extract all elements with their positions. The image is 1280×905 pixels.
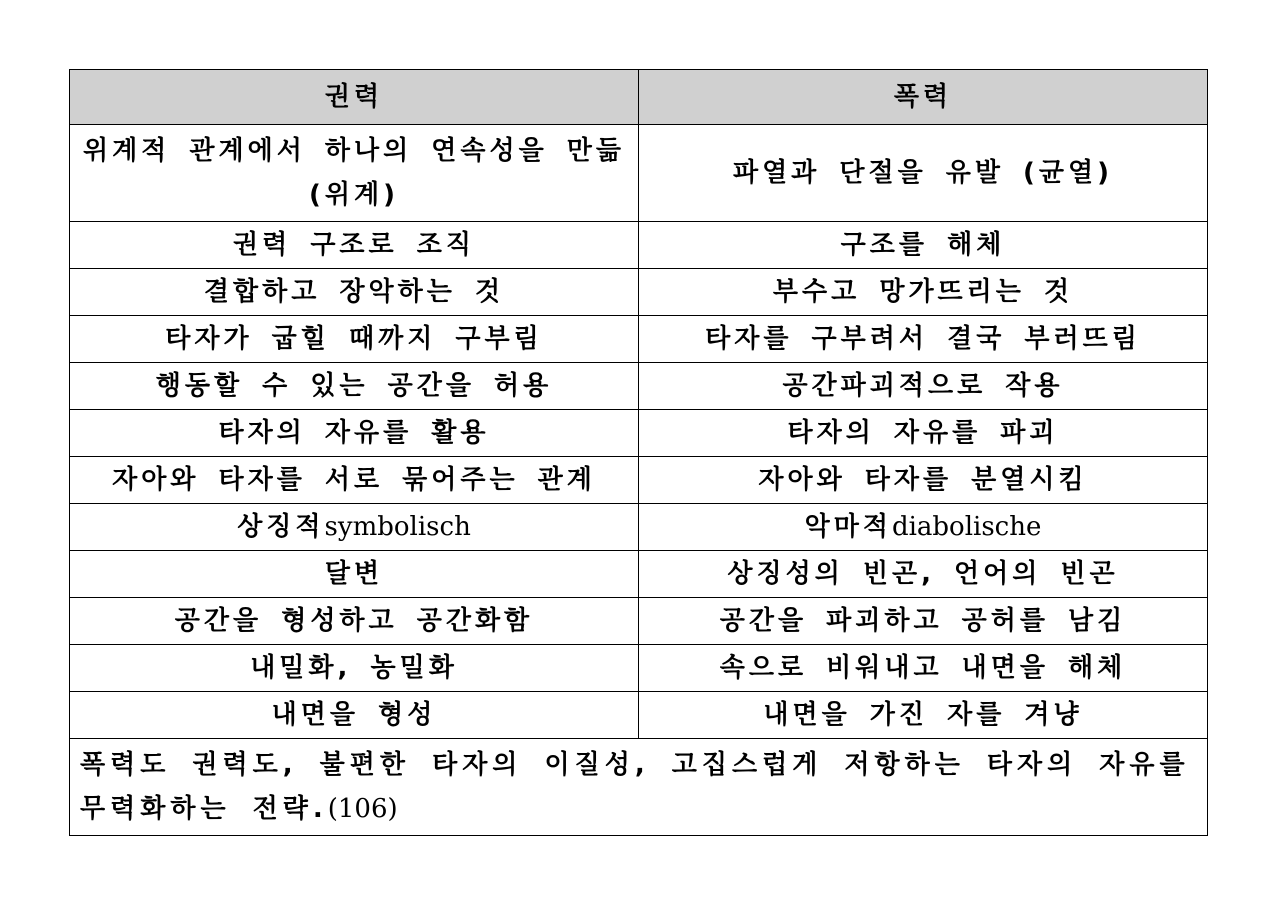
cell-power: 달변: [70, 551, 639, 598]
cell-power: 결합하고 장악하는 것: [70, 269, 639, 316]
cell-power: 내밀화, 농밀화: [70, 645, 639, 692]
table-row: [70, 363, 1208, 410]
cell-power: 타자가 굽힐 때까지 구부림: [70, 316, 639, 363]
cell-power-german: symbolisch: [324, 512, 471, 542]
table-row: [70, 457, 1208, 504]
header-power: 권력: [70, 70, 639, 125]
table-row: [70, 692, 1208, 739]
cell-violence-korean: 악마적: [804, 512, 892, 542]
cell-violence: 부수고 망가뜨리는 것: [639, 269, 1208, 316]
cell-violence: 자아와 타자를 분열시킴: [639, 457, 1208, 504]
table-row: [70, 645, 1208, 692]
table-row: [70, 410, 1208, 457]
cell-violence: 공간파괴적으로 작용: [639, 363, 1208, 410]
cell-violence: 구조를 해체: [639, 222, 1208, 269]
table-row: [70, 598, 1208, 645]
cell-violence: 타자의 자유를 파괴: [639, 410, 1208, 457]
table-row: [70, 222, 1208, 269]
cell-violence: 타자를 구부려서 결국 부러뜨림: [639, 316, 1208, 363]
table-header-row: [70, 70, 1208, 125]
table-row: [70, 125, 1208, 222]
cell-violence: 속으로 비워내고 내면을 해체: [639, 645, 1208, 692]
cell-power: 자아와 타자를 서로 묶어주는 관계: [70, 457, 639, 504]
cell-violence: 상징성의 빈곤, 언어의 빈곤: [639, 551, 1208, 598]
cell-power: 공간을 형성하고 공간화함: [70, 598, 639, 645]
cell-power: 행동할 수 있는 공간을 허용: [70, 363, 639, 410]
footer-page-ref: (106): [327, 794, 398, 824]
comparison-table: [69, 69, 1208, 836]
table-row: [70, 551, 1208, 598]
cell-power: 타자의 자유를 활용: [70, 410, 639, 457]
cell-violence: [639, 504, 1208, 551]
cell-power: [70, 504, 639, 551]
cell-power-korean: 상징적: [237, 512, 325, 542]
cell-power: 권력 구조로 조직: [70, 222, 639, 269]
table-row: [70, 504, 1208, 551]
table-footer-row: [70, 739, 1208, 836]
table-row: [70, 269, 1208, 316]
footer-note: [70, 739, 1208, 836]
cell-violence: 내면을 가진 자를 겨냥: [639, 692, 1208, 739]
cell-power: 내면을 형성: [70, 692, 639, 739]
footer-text: 폭력도 권력도, 불편한 타자의 이질성, 고집스럽게 저항하는 타자의 자유를 무력화하는 전략.: [80, 750, 1190, 824]
header-violence: 폭력: [639, 70, 1208, 125]
cell-violence: 파열과 단절을 유발 (균열): [639, 125, 1208, 222]
table-row: [70, 316, 1208, 363]
cell-violence-german: diabolische: [891, 512, 1042, 542]
cell-power: 위계적 관계에서 하나의 연속성을 만듦 (위계): [70, 125, 639, 222]
cell-violence: 공간을 파괴하고 공허를 남김: [639, 598, 1208, 645]
